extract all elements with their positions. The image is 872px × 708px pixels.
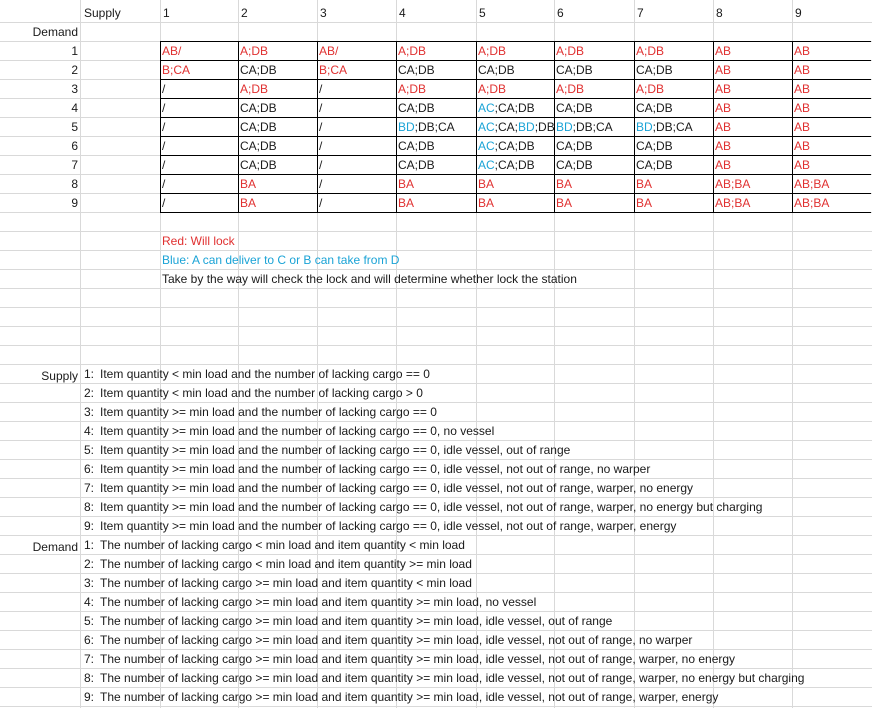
- matrix-cell-segment: ;CA;DB: [494, 158, 535, 172]
- matrix-cell-segment: /: [319, 158, 323, 172]
- matrix-cell-segment: ;DB;CA: [572, 120, 613, 134]
- matrix-cell-segment: AC: [478, 139, 495, 153]
- matrix-cell-segment: A;DB: [240, 44, 269, 58]
- matrix-cell[interactable]: [636, 137, 673, 156]
- matrix-cell[interactable]: [162, 137, 165, 156]
- matrix-cell-segment: CA;DB: [240, 158, 277, 172]
- supply-condition-text: Item quantity < min load and the number of lacking cargo > 0: [100, 386, 423, 400]
- supply-condition-text: Item quantity >= min load and the number of lacking cargo == 0, no vessel: [100, 424, 495, 438]
- matrix-cell-segment: AC: [478, 101, 495, 115]
- demand-condition-number: 1:: [84, 538, 95, 552]
- matrix-cell[interactable]: [162, 156, 165, 175]
- demand-row-header[interactable]: 9: [71, 196, 78, 210]
- matrix-cell-segment: CA;DB: [398, 139, 435, 153]
- matrix-cell-segment: AB: [715, 82, 732, 96]
- matrix-cell-segment: AB: [715, 101, 732, 115]
- demand-condition-text: The number of lacking cargo >= min load and item quantity >= min load, no vessel: [100, 595, 537, 609]
- matrix-cell[interactable]: [319, 137, 322, 156]
- matrix-cell-segment: AB/: [162, 44, 182, 58]
- matrix-cell-segment: ;CA;DB: [494, 101, 535, 115]
- demand-condition-number: 9:: [84, 690, 95, 704]
- matrix-cell[interactable]: [162, 80, 165, 99]
- matrix-cell-segment: A;DB: [398, 44, 427, 58]
- matrix-cell[interactable]: [556, 175, 572, 194]
- matrix-cell-segment: AB: [794, 101, 811, 115]
- notes-demand-label[interactable]: Demand: [32, 540, 78, 554]
- matrix-cell[interactable]: [636, 175, 652, 194]
- matrix-cell-segment: CA;DB: [556, 101, 593, 115]
- matrix-cell-segment: A;DB: [398, 82, 427, 96]
- demand-row-header[interactable]: 8: [71, 177, 78, 191]
- supply-condition-text: Item quantity >= min load and the number of lacking cargo == 0, idle vessel, not out of range, warper, no energy: [100, 481, 694, 495]
- demand-row-header[interactable]: 4: [71, 101, 78, 115]
- matrix-cell-segment: BA: [636, 196, 653, 210]
- table-border-vertical: [160, 41, 161, 213]
- demand-condition-number: 2:: [84, 557, 95, 571]
- matrix-cell-segment: AB: [794, 139, 811, 153]
- demand-condition-row[interactable]: [84, 555, 472, 574]
- matrix-cell-segment: A;DB: [556, 44, 585, 58]
- matrix-cell-segment: CA;DB: [636, 139, 673, 153]
- matrix-cell[interactable]: [478, 194, 494, 213]
- matrix-cell[interactable]: [636, 42, 664, 61]
- demand-condition-row[interactable]: [84, 631, 692, 650]
- matrix-cell-segment: A;DB: [636, 82, 665, 96]
- matrix-cell-segment: A;DB: [636, 44, 665, 58]
- demand-row-header[interactable]: 3: [71, 82, 78, 96]
- matrix-cell[interactable]: [478, 137, 535, 156]
- matrix-cell[interactable]: [715, 137, 731, 156]
- supply-col-header[interactable]: 7: [637, 6, 644, 20]
- matrix-cell[interactable]: [240, 118, 277, 137]
- matrix-cell[interactable]: [794, 175, 829, 194]
- matrix-cell-segment: AC: [478, 158, 495, 172]
- demand-condition-text: The number of lacking cargo < min load and item quantity < min load: [100, 538, 465, 552]
- matrix-cell-segment: CA;DB: [556, 158, 593, 172]
- demand-condition-row[interactable]: [84, 688, 718, 707]
- matrix-cell-segment: /: [319, 196, 323, 210]
- matrix-cell-segment: AB;BA: [794, 196, 830, 210]
- demand-condition-text: The number of lacking cargo >= min load and item quantity >= min load, idle vessel, not out of range, warper, no energy: [100, 652, 736, 666]
- matrix-cell[interactable]: [636, 118, 693, 137]
- demand-condition-row[interactable]: [84, 574, 472, 593]
- matrix-cell[interactable]: [556, 61, 593, 80]
- matrix-cell[interactable]: [162, 99, 165, 118]
- demand-condition-number: 7:: [84, 652, 95, 666]
- matrix-cell[interactable]: [556, 118, 613, 137]
- supply-col-header[interactable]: 4: [399, 6, 406, 20]
- matrix-cell-segment: BD: [398, 120, 415, 134]
- matrix-cell-segment: /: [319, 139, 323, 153]
- matrix-cell[interactable]: [636, 61, 673, 80]
- matrix-cell[interactable]: [240, 194, 256, 213]
- matrix-cell[interactable]: [556, 80, 584, 99]
- matrix-cell[interactable]: [636, 156, 673, 175]
- legend-blue[interactable]: Blue: A can deliver to C or B can take from D: [162, 253, 400, 267]
- demand-condition-text: The number of lacking cargo >= min load and item quantity >= min load, idle vessel, not out of range, no warper: [100, 633, 693, 647]
- matrix-cell[interactable]: [794, 42, 810, 61]
- gridline-horizontal: [0, 231, 872, 232]
- supply-condition-number: 6:: [84, 462, 95, 476]
- matrix-cell[interactable]: [715, 156, 731, 175]
- demand-condition-number: 3:: [84, 576, 95, 590]
- matrix-cell[interactable]: [398, 61, 435, 80]
- demand-row-header[interactable]: 1: [71, 44, 78, 58]
- matrix-cell-segment: /: [162, 139, 166, 153]
- demand-row-header[interactable]: 2: [71, 63, 78, 77]
- matrix-cell-segment: AB: [715, 158, 732, 172]
- matrix-cell-segment: CA;DB: [556, 139, 593, 153]
- table-border-vertical: [634, 41, 635, 213]
- legend-note[interactable]: Take by the way will check the lock and will determine whether lock the station: [162, 272, 577, 286]
- matrix-cell-segment: /: [162, 82, 166, 96]
- supply-col-header[interactable]: 8: [716, 6, 723, 20]
- matrix-cell[interactable]: [398, 156, 435, 175]
- matrix-cell[interactable]: [240, 137, 277, 156]
- matrix-cell[interactable]: [319, 61, 347, 80]
- matrix-cell-segment: AB;BA: [794, 177, 830, 191]
- supply-condition-row[interactable]: [84, 384, 423, 403]
- matrix-cell-segment: /: [162, 196, 166, 210]
- matrix-cell[interactable]: [556, 99, 593, 118]
- matrix-cell-segment: /: [162, 158, 166, 172]
- supply-condition-number: 8:: [84, 500, 95, 514]
- matrix-cell[interactable]: [715, 80, 731, 99]
- matrix-cell-segment: CA;DB: [556, 63, 593, 77]
- matrix-cell[interactable]: [715, 118, 731, 137]
- matrix-cell-segment: BD: [556, 120, 573, 134]
- matrix-cell-segment: CA;DB: [636, 63, 673, 77]
- matrix-cell[interactable]: [794, 118, 810, 137]
- gridline-horizontal: [0, 345, 872, 346]
- gridline-vertical: [80, 0, 81, 708]
- table-border-vertical: [317, 41, 318, 213]
- matrix-cell-segment: /: [319, 120, 323, 134]
- supply-condition-text: Item quantity >= min load and the number of lacking cargo == 0, idle vessel, out of range: [100, 443, 571, 457]
- matrix-cell-segment: ;CA;DB: [494, 139, 535, 153]
- matrix-cell[interactable]: [240, 80, 268, 99]
- table-border-vertical: [476, 41, 477, 213]
- matrix-cell[interactable]: [794, 99, 810, 118]
- matrix-cell[interactable]: [319, 156, 322, 175]
- matrix-cell[interactable]: [715, 99, 731, 118]
- demand-condition-number: 5:: [84, 614, 95, 628]
- matrix-cell-segment: AB: [794, 82, 811, 96]
- demand-condition-number: 8:: [84, 671, 95, 685]
- matrix-cell-segment: AC: [478, 120, 495, 134]
- supply-condition-row[interactable]: [84, 403, 437, 422]
- matrix-cell[interactable]: [794, 137, 810, 156]
- matrix-cell-segment: AB: [715, 44, 732, 58]
- matrix-cell-segment: /: [319, 177, 323, 191]
- matrix-cell[interactable]: [478, 175, 494, 194]
- matrix-cell[interactable]: [478, 80, 506, 99]
- supply-condition-row[interactable]: [84, 517, 676, 536]
- matrix-cell-segment: CA;DB: [478, 63, 515, 77]
- table-border-vertical: [396, 41, 397, 213]
- matrix-cell[interactable]: [162, 118, 165, 137]
- demand-condition-text: The number of lacking cargo >= min load and item quantity >= min load, idle vessel, not out of range, warper, energy: [100, 690, 719, 704]
- matrix-cell[interactable]: [162, 61, 190, 80]
- matrix-cell-segment: /: [162, 120, 166, 134]
- matrix-cell-segment: BA: [556, 196, 573, 210]
- matrix-cell-segment: ;DB;CA: [414, 120, 455, 134]
- demand-condition-text: The number of lacking cargo >= min load and item quantity >= min load, idle vessel, out of range: [100, 614, 613, 628]
- matrix-cell-segment: /: [319, 101, 323, 115]
- matrix-cell-segment: CA;DB: [398, 101, 435, 115]
- matrix-cell[interactable]: [478, 61, 515, 80]
- supply-condition-text: Item quantity >= min load and the number of lacking cargo == 0, idle vessel, not out of range, no warper: [100, 462, 651, 476]
- matrix-cell[interactable]: [162, 175, 165, 194]
- supply-col-header[interactable]: 1: [163, 6, 170, 20]
- supply-condition-row[interactable]: [84, 422, 494, 441]
- matrix-cell[interactable]: [636, 194, 652, 213]
- matrix-cell-segment: CA;DB: [398, 63, 435, 77]
- legend-red[interactable]: Red: Will lock: [162, 234, 235, 248]
- matrix-cell-segment: CA;DB: [240, 139, 277, 153]
- matrix-cell-segment: AB: [794, 158, 811, 172]
- matrix-cell[interactable]: [478, 118, 555, 137]
- supply-condition-number: 3:: [84, 405, 95, 419]
- matrix-cell[interactable]: [240, 175, 256, 194]
- matrix-cell[interactable]: [398, 118, 455, 137]
- matrix-cell-segment: A;DB: [478, 82, 507, 96]
- supply-condition-number: 7:: [84, 481, 95, 495]
- demand-condition-row[interactable]: [84, 536, 465, 555]
- matrix-cell[interactable]: [556, 42, 584, 61]
- gridline-horizontal: [0, 250, 872, 251]
- table-border-vertical: [713, 41, 714, 213]
- matrix-cell[interactable]: [240, 42, 268, 61]
- matrix-cell-segment: BA: [636, 177, 653, 191]
- matrix-cell[interactable]: [478, 99, 535, 118]
- matrix-cell-segment: BA: [556, 177, 573, 191]
- matrix-cell[interactable]: [319, 42, 338, 61]
- matrix-cell-segment: BA: [478, 196, 495, 210]
- matrix-cell[interactable]: [319, 99, 322, 118]
- matrix-cell-segment: B;CA: [319, 63, 348, 77]
- matrix-cell[interactable]: [398, 137, 435, 156]
- supply-col-header[interactable]: 6: [557, 6, 564, 20]
- demand-condition-text: The number of lacking cargo >= min load and item quantity >= min load, idle vessel, not out of range, warper, no energy but charging: [100, 671, 805, 685]
- matrix-cell[interactable]: [398, 175, 414, 194]
- table-border-vertical: [792, 41, 793, 213]
- demand-row-header[interactable]: 6: [71, 139, 78, 153]
- demand-row-header[interactable]: 5: [71, 120, 78, 134]
- matrix-cell-segment: BA: [478, 177, 495, 191]
- supply-col-header[interactable]: 5: [479, 6, 486, 20]
- matrix-cell-segment: /: [162, 101, 166, 115]
- matrix-cell[interactable]: [478, 156, 535, 175]
- supply-condition-row[interactable]: [84, 441, 570, 460]
- matrix-cell-segment: ;DB: [534, 120, 555, 134]
- supply-condition-row[interactable]: [84, 479, 693, 498]
- matrix-cell-segment: BA: [398, 196, 415, 210]
- demand-condition-row[interactable]: [84, 650, 735, 669]
- supply-condition-number: 1:: [84, 367, 95, 381]
- matrix-cell-segment: ;CA;: [494, 120, 519, 134]
- matrix-cell[interactable]: [398, 42, 426, 61]
- demand-condition-number: 6:: [84, 633, 95, 647]
- matrix-cell[interactable]: [398, 99, 435, 118]
- matrix-cell-segment: AB: [715, 63, 732, 77]
- matrix-cell[interactable]: [398, 80, 426, 99]
- demand-header-label[interactable]: Demand: [32, 25, 78, 39]
- supply-col-header[interactable]: 9: [795, 6, 802, 20]
- matrix-cell[interactable]: [715, 61, 731, 80]
- matrix-cell-segment: B;CA: [162, 63, 191, 77]
- matrix-cell[interactable]: [794, 61, 810, 80]
- matrix-cell-segment: A;DB: [478, 44, 507, 58]
- matrix-cell-segment: CA;DB: [240, 63, 277, 77]
- supply-col-header[interactable]: 3: [320, 6, 327, 20]
- matrix-cell[interactable]: [794, 156, 810, 175]
- matrix-cell[interactable]: [715, 194, 750, 213]
- matrix-cell-segment: CA;DB: [240, 101, 277, 115]
- demand-row-header[interactable]: 7: [71, 158, 78, 172]
- matrix-cell-segment: CA;DB: [636, 158, 673, 172]
- matrix-cell[interactable]: [319, 194, 322, 213]
- demand-condition-text: The number of lacking cargo < min load and item quantity >= min load: [100, 557, 472, 571]
- matrix-cell[interactable]: [319, 118, 322, 137]
- matrix-cell[interactable]: [636, 80, 664, 99]
- matrix-cell-segment: BA: [240, 196, 257, 210]
- supply-condition-row[interactable]: [84, 498, 762, 517]
- demand-condition-row[interactable]: [84, 612, 612, 631]
- matrix-cell[interactable]: [794, 194, 829, 213]
- matrix-cell[interactable]: [556, 156, 593, 175]
- supply-condition-text: Item quantity >= min load and the number of lacking cargo == 0, idle vessel, not out of range, warper, no energy but charging: [100, 500, 763, 514]
- matrix-cell-segment: A;DB: [240, 82, 269, 96]
- matrix-cell[interactable]: [715, 42, 731, 61]
- matrix-cell-segment: AB/: [319, 44, 339, 58]
- table-border-horizontal: [160, 193, 871, 194]
- matrix-cell-segment: BD: [636, 120, 653, 134]
- matrix-cell-segment: AB;BA: [715, 196, 751, 210]
- matrix-cell[interactable]: [162, 194, 165, 213]
- matrix-cell[interactable]: [556, 137, 593, 156]
- matrix-cell[interactable]: [240, 61, 277, 80]
- supply-condition-number: 5:: [84, 443, 95, 457]
- matrix-cell-segment: CA;DB: [398, 158, 435, 172]
- matrix-cell[interactable]: [398, 194, 414, 213]
- gridline-horizontal: [0, 307, 872, 308]
- supply-col-header[interactable]: 2: [241, 6, 248, 20]
- matrix-cell-segment: CA;DB: [636, 101, 673, 115]
- demand-condition-number: 4:: [84, 595, 95, 609]
- matrix-cell-segment: CA;DB: [240, 120, 277, 134]
- demand-condition-row[interactable]: [84, 593, 536, 612]
- matrix-cell-segment: /: [319, 82, 323, 96]
- demand-condition-text: The number of lacking cargo >= min load and item quantity < min load: [100, 576, 472, 590]
- supply-condition-row[interactable]: [84, 365, 430, 384]
- matrix-cell-segment: BA: [240, 177, 257, 191]
- matrix-cell-segment: ;DB;CA: [652, 120, 693, 134]
- supply-condition-number: 4:: [84, 424, 95, 438]
- supply-condition-text: Item quantity < min load and the number of lacking cargo == 0: [100, 367, 430, 381]
- matrix-cell[interactable]: [240, 156, 277, 175]
- gridline-horizontal: [0, 326, 872, 327]
- matrix-cell-segment: AB: [794, 63, 811, 77]
- matrix-cell[interactable]: [715, 175, 750, 194]
- matrix-cell[interactable]: [556, 194, 572, 213]
- matrix-cell-segment: AB: [715, 139, 732, 153]
- matrix-cell[interactable]: [636, 99, 673, 118]
- matrix-cell[interactable]: [240, 99, 277, 118]
- matrix-cell-segment: AB: [794, 44, 811, 58]
- matrix-cell-segment: A;DB: [556, 82, 585, 96]
- matrix-cell[interactable]: [478, 42, 506, 61]
- table-border-vertical: [238, 41, 239, 213]
- notes-supply-label[interactable]: Supply: [41, 369, 78, 383]
- table-border-horizontal: [160, 212, 871, 213]
- supply-condition-text: Item quantity >= min load and the number of lacking cargo == 0: [100, 405, 437, 419]
- supply-condition-row[interactable]: [84, 460, 650, 479]
- matrix-cell-segment: AB: [715, 120, 732, 134]
- matrix-cell-segment: BA: [398, 177, 415, 191]
- supply-condition-number: 9:: [84, 519, 95, 533]
- matrix-cell[interactable]: [162, 42, 181, 61]
- demand-condition-row[interactable]: [84, 669, 804, 688]
- supply-condition-number: 2:: [84, 386, 95, 400]
- matrix-cell[interactable]: [319, 80, 322, 99]
- supply-header-label[interactable]: Supply: [84, 6, 121, 20]
- matrix-cell-segment: BD: [518, 120, 535, 134]
- matrix-cell-segment: AB: [794, 120, 811, 134]
- matrix-cell-segment: AB;BA: [715, 177, 751, 191]
- supply-condition-text: Item quantity >= min load and the number of lacking cargo == 0, idle vessel, not out of range, warper, energy: [100, 519, 677, 533]
- matrix-cell[interactable]: [319, 175, 322, 194]
- matrix-cell[interactable]: [794, 80, 810, 99]
- gridline-horizontal: [0, 22, 872, 23]
- matrix-cell-segment: /: [162, 177, 166, 191]
